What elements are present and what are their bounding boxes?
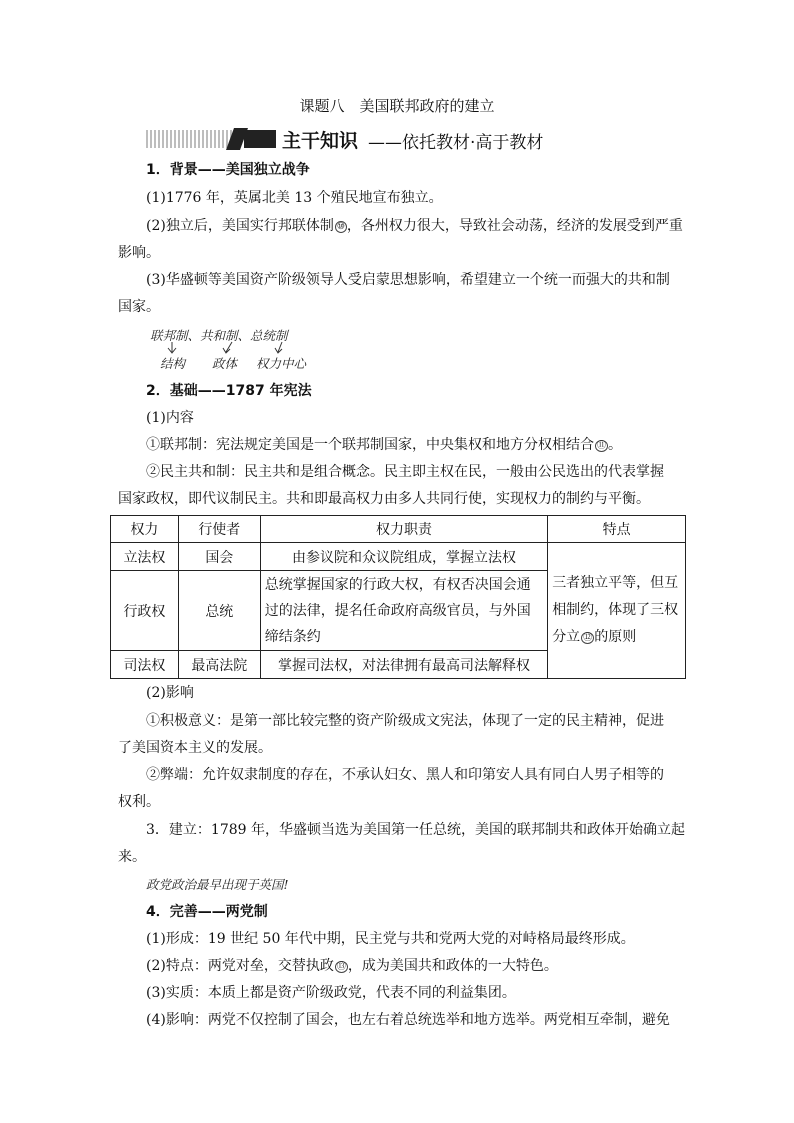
handwritten-note-2: 政党政治最早出现于英国! xyxy=(146,877,289,892)
sec4-p4: (4)影响：两党不仅控制了国会，也左右着总统选举和地方选举。两党相互牵制，避免 xyxy=(146,1012,670,1028)
sec4-p3: (3)实质：本质上都是资产阶级政党，代表不同的利益集团。 xyxy=(146,985,516,1001)
sec1-p2-cont: 影响。 xyxy=(118,245,160,261)
section-banner xyxy=(146,126,646,154)
footnote-mark: ⑫ xyxy=(583,632,593,643)
sec4-p2 xyxy=(146,956,716,977)
table-cell-duty: 由参议院和众议院组成，掌握立法权 xyxy=(260,543,547,571)
table-header: 权力职责 xyxy=(260,516,547,543)
sec2-heading: 2．基础——1787 年宪法 xyxy=(146,383,312,399)
table-header: 特点 xyxy=(548,516,686,543)
sec4-p2-a: (2)特点：两党对垒，交替执政 xyxy=(146,958,334,974)
banner-sub-text: ——依托教材·高于教材 xyxy=(368,133,544,153)
sec1-heading: 1．背景——美国独立战争 xyxy=(146,162,310,178)
sec1-p2 xyxy=(146,216,716,237)
sec2-effect1-cont: 了美国资本主义的发展。 xyxy=(118,740,272,756)
sec2-item1-a: ①联邦制：宪法规定美国是一个联邦制国家，中央集权和地方分权相结合 xyxy=(146,437,594,453)
handwritten-word-center: 权力中心 xyxy=(256,356,307,371)
page-title: 课题八 美国联邦政府的建立 xyxy=(299,97,495,115)
table-cell-power: 立法权 xyxy=(111,543,179,571)
banner-bar xyxy=(244,130,276,148)
sec1-p1-text: (1)1776 年，英属北美 13 个殖民地宣布独立。 xyxy=(146,190,443,206)
footnote-mark: ⑩ xyxy=(336,222,345,232)
feature-text-b: 的原则 xyxy=(594,628,637,645)
sec1-p2-a: (2)独立后，美国实行邦联体制 xyxy=(146,218,334,234)
table-cell-feature xyxy=(548,543,686,679)
powers-table xyxy=(110,515,686,679)
footnote-mark: ⑪ xyxy=(597,441,607,451)
table-header: 行使者 xyxy=(178,516,260,543)
sec2-item2-cont: 国家政权，即代议制民主。共和即最高权力由多人共同行使，实现权力的制约与平衡。 xyxy=(118,491,650,507)
handwritten-word-structure: 结构 xyxy=(160,356,186,371)
handwritten-word-polity: 政体 xyxy=(212,356,238,371)
sec3-line1: 3．建立：1789 年，华盛顿当选为美国第一任总统，美国的联邦制共和政体开始确立起 xyxy=(146,822,685,838)
sec2-effect2-cont: 权利。 xyxy=(118,794,160,810)
sec4-heading: 4．完善——两党制 xyxy=(146,904,268,920)
table-header-row xyxy=(111,516,686,543)
table-cell-holder: 最高法院 xyxy=(178,651,260,679)
table-cell-power: 司法权 xyxy=(111,651,179,679)
feature-text-a: 三者独立平等，但互相制约，体现了三权分立 xyxy=(552,574,679,645)
sec1-p3-cont: 国家。 xyxy=(118,299,160,315)
table-cell-holder: 国会 xyxy=(178,543,260,571)
table-row xyxy=(111,543,686,571)
sec4-p1: (1)形成：19 世纪 50 年代中期，民主党与共和党两大党的对峙格局最终形成。 xyxy=(146,931,635,947)
table-cell-duty: 总统掌握国家的行政大权，有权否决国会通过的法律，提名任命政府高级官员，与外国缔结条约 xyxy=(260,571,547,651)
footnote-mark: ⑬ xyxy=(336,962,346,972)
table-cell-duty: 掌握司法权，对法律拥有最高司法解释权 xyxy=(260,651,547,679)
sec2-sub1: (1)内容 xyxy=(146,410,194,426)
sec2-item1-b: 。 xyxy=(608,437,623,453)
sec2-effect2: ②弊端：允许奴隶制度的存在，不承认妇女、黑人和印第安人具有同白人男子相等的 xyxy=(146,767,664,783)
table-cell-power: 行政权 xyxy=(111,571,179,651)
table-header: 权力 xyxy=(111,516,179,543)
sec2-sub2: (2)影响 xyxy=(146,685,194,701)
sec3-line2: 来。 xyxy=(118,849,146,865)
table-cell-holder: 总统 xyxy=(178,571,260,651)
sec1-p3: (3)华盛顿等美国资产阶级领导人受启蒙思想影响，希望建立一个统一而强大的共和制 xyxy=(146,272,670,288)
sec1-p2-b: ，各州权力很大，导致社会动荡，经济的发展受到严重 xyxy=(346,218,683,234)
sec4-p2-b: ，成为美国共和政体的一大特色。 xyxy=(347,958,558,974)
banner-stripes xyxy=(146,130,234,148)
sec2-item2: ②民主共和制：民主共和是组合概念。民主即主权在民，一般由公民选出的代表掌握 xyxy=(146,464,664,480)
sec2-effect1: ①积极意义：是第一部比较完整的资产阶级成文宪法，体现了一定的民主精神，促进 xyxy=(146,713,664,729)
banner-main-text: 主干知识 xyxy=(282,130,359,152)
sec2-item1 xyxy=(146,435,716,456)
sec1-p1 xyxy=(146,188,716,208)
handwritten-note-line1: 联邦制、共和制、总统制 xyxy=(150,328,288,343)
